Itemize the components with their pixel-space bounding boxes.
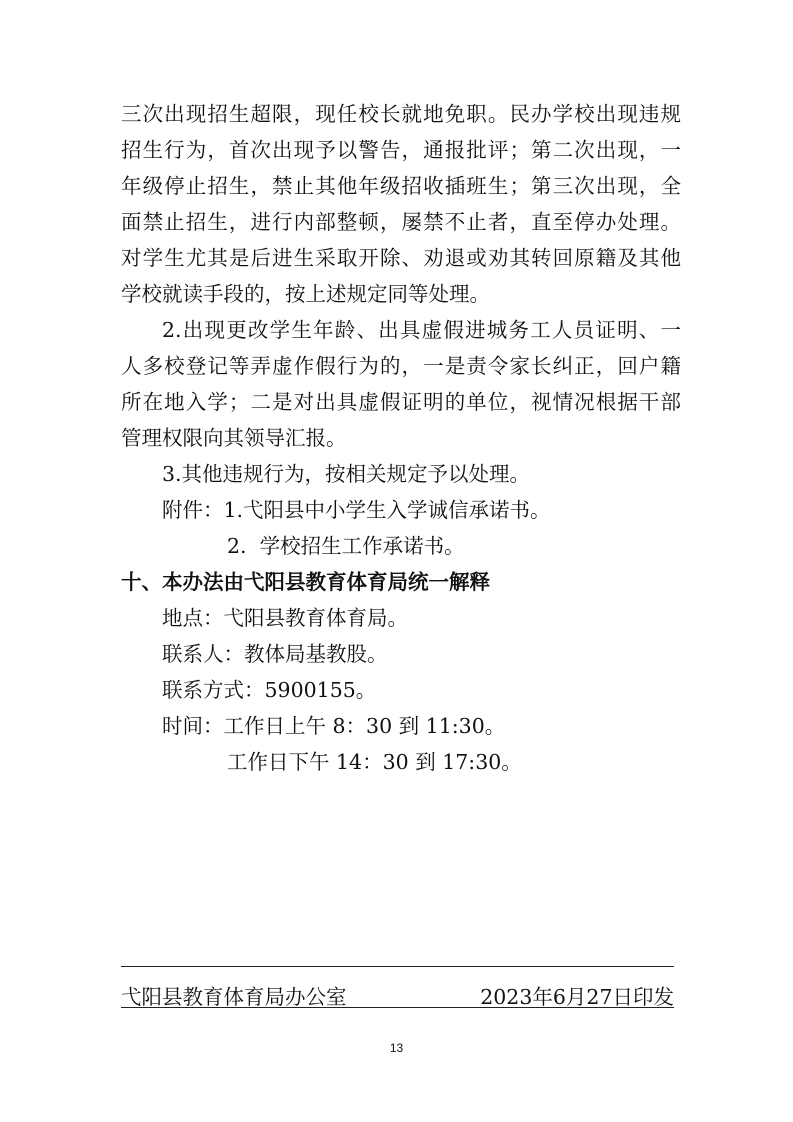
footer-bottom-rule [121,1007,674,1008]
footer-top-rule [121,966,674,967]
page-number: 13 [389,1041,404,1055]
section-heading: 十、本办法由弋阳县教育体育局统一解释 [121,570,490,594]
body-line-6: 学校就读手段的，按上述规定同等处理。 [121,282,490,306]
footer-date: 2023年6月27日印发 [480,985,674,1009]
body-line-2: 招生行为，首次出现予以警告，通报批评；第二次出现，一 [121,138,681,162]
item-2-line-3: 所在地入学；二是对出具虚假证明的单位，视情况根据干部 [121,390,681,414]
item-2-line-2: 人多校登记等弄虚作假行为的，一是责令家长纠正，回户籍 [121,354,681,378]
contact-method-line: 联系方式：5900155。 [162,678,377,702]
location-line: 地点：弋阳县教育体育局。 [162,606,408,630]
contact-person-line: 联系人：教体局基教股。 [162,642,388,666]
attachment-2: 2. 学校招生工作承诺书。 [227,534,465,558]
time-am-line: 时间：工作日上午 8：30 到 11:30。 [162,714,506,738]
body-line-4: 面禁止招生，进行内部整顿，屡禁不止者，直至停办处理。 [121,210,681,234]
footer-issuer: 弋阳县教育体育局办公室 [121,985,347,1009]
item-2-line-4: 管理权限向其领导汇报。 [121,426,347,450]
body-line-5: 对学生尤其是后进生采取开除、劝退或劝其转回原籍及其他 [121,246,681,270]
item-3: 3.其他违规行为，按相关规定予以处理。 [162,462,531,486]
body-line-1: 三次出现招生超限，现任校长就地免职。民办学校出现违规 [121,102,681,126]
time-pm-line: 工作日下午 14：30 到 17:30。 [227,750,522,774]
attachment-1: 附件：1.弋阳县中小学生入学诚信承诺书。 [162,498,551,522]
item-2-line-1: 2.出现更改学生年龄、出具虚假进城务工人员证明、一 [162,318,681,342]
body-line-3: 年级停止招生，禁止其他年级招收插班生；第三次出现，全 [121,174,681,198]
